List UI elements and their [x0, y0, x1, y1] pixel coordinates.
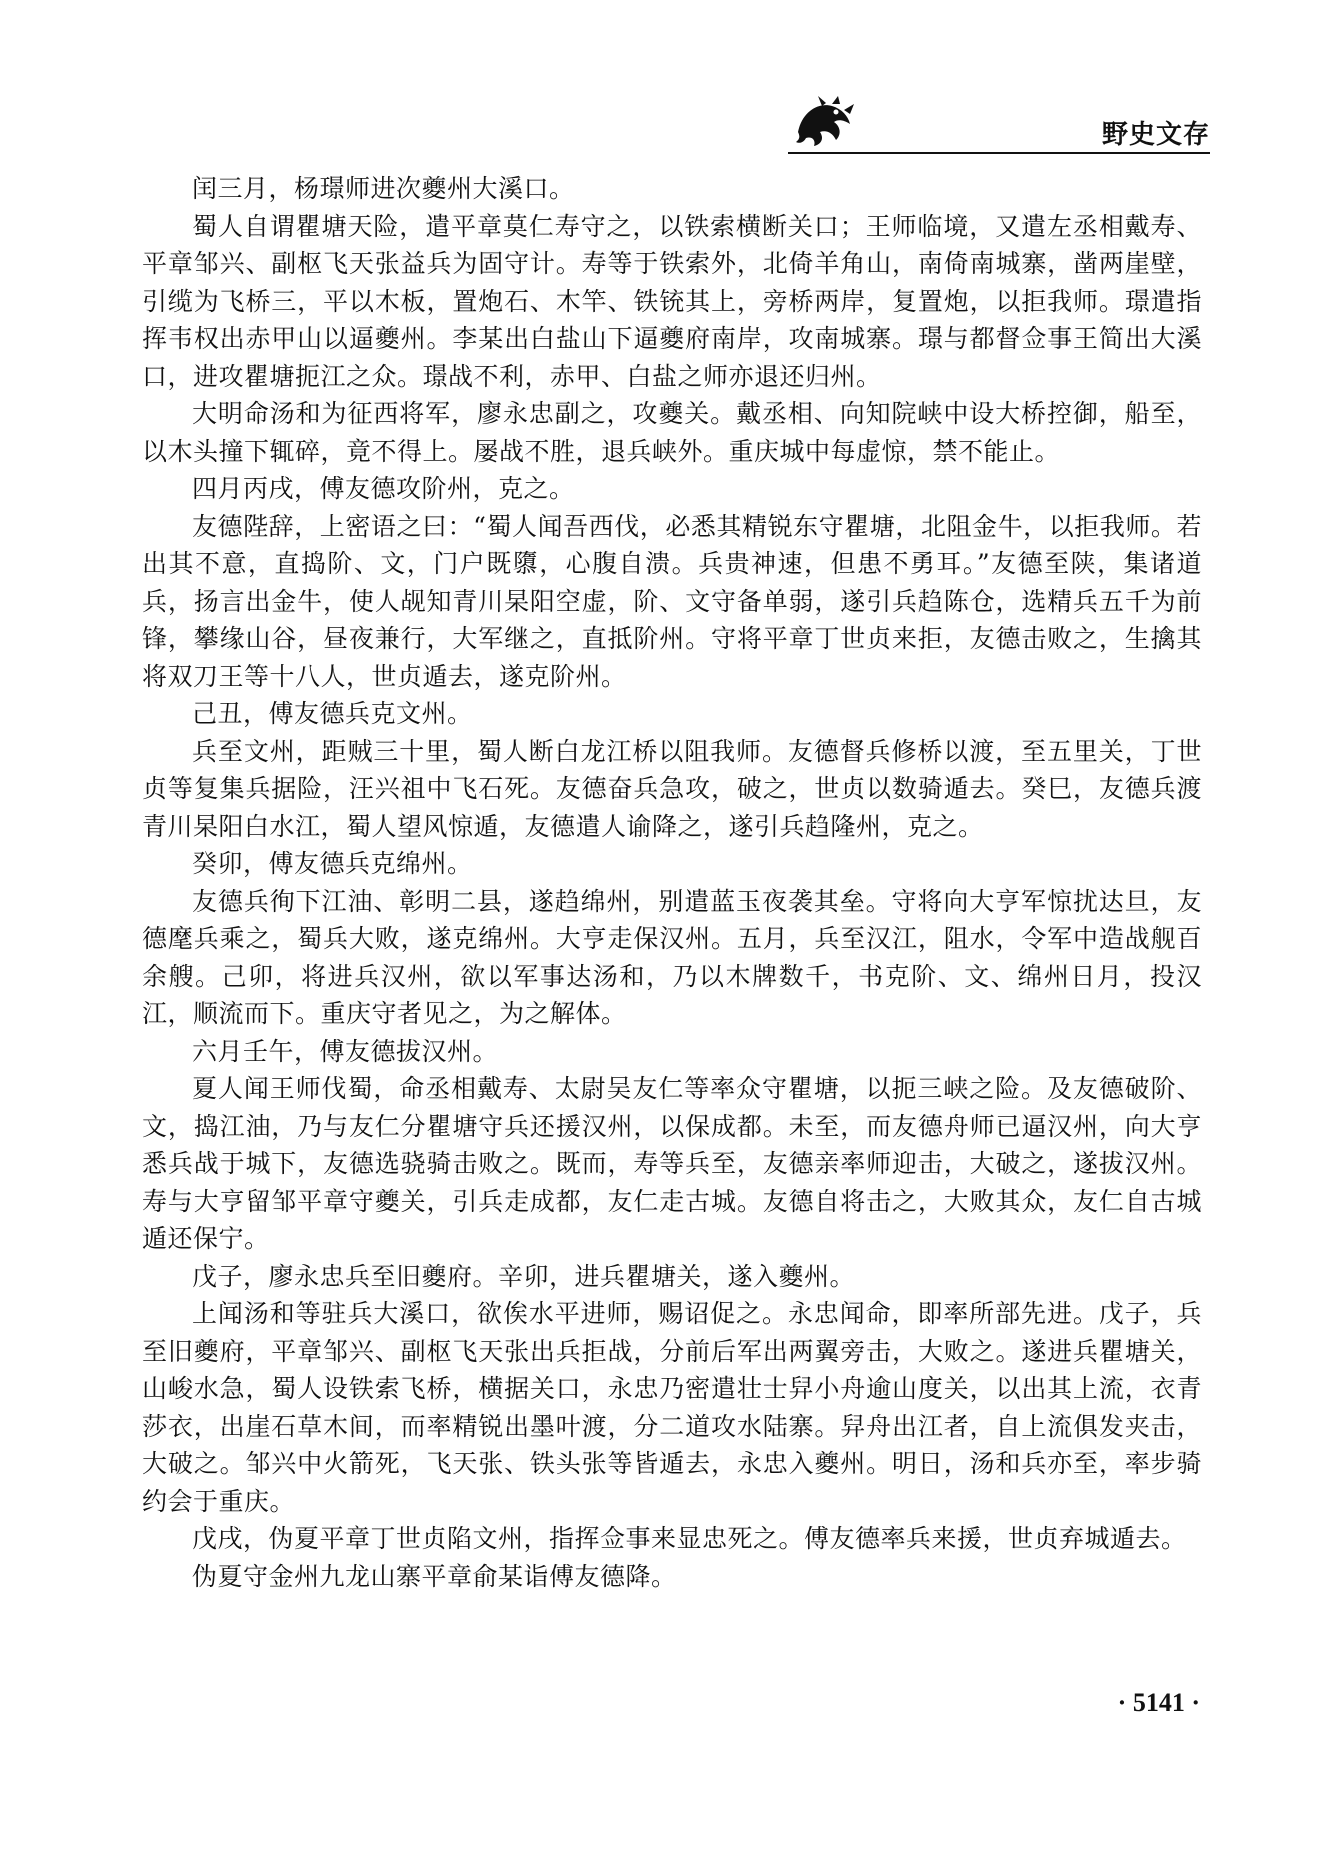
paragraph: 友德兵徇下江油、彰明二县，遂趋绵州，别遣蓝玉夜袭其垒。守将向大亨军惊扰达旦，友德麾兵乘之，蜀兵大败，遂克绵州。大亨走保汉州。五月，兵至汉江，阻水，令军中造战舰百余艘。己卯，将进兵汉州，欲以军事达汤和，乃以木牌数千，书克阶、文、绵州日月，投汉江，顺流而下。重庆守者见之，为之解体。	[142, 886, 1202, 1028]
page-number: · 5141 ·	[1117, 1688, 1200, 1717]
paragraph: 大明命汤和为征西将军，廖永忠副之，攻夔关。戴丞相、向知院峡中设大桥控御，船至，以木头撞下辄碎，竟不得上。屡战不胜，退兵峡外。重庆城中每虚惊，禁不能止。	[142, 399, 1202, 466]
header-divider	[788, 152, 1210, 154]
paragraph: 蜀人自谓瞿塘天险，遣平章莫仁寿守之，以铁索横断关口；王师临境，又遣左丞相戴寿、平章邹兴、副枢飞天张益兵为固守计。寿等于铁索外，北倚羊角山，南倚南城寨，凿两崖壁，引缆为飞桥三，平以木板，置炮石、木竿、铁铳其上，旁桥两岸，复置炮，以拒我师。璟遣指挥韦权出赤甲山以逼夔州。李某出白盐山下逼夔府南岸，攻南城寨。璟与都督佥事王简出大溪口，进攻瞿塘扼江之众。璟战不利，赤甲、白盐之师亦退还归州。	[142, 211, 1202, 391]
paragraph: 六月壬午，傅友德拔汉州。	[192, 1036, 499, 1066]
paragraph: 友德陛辞，上密语之曰：“蜀人闻吾西伐，必悉其精锐东守瞿塘，北阻金牛，以拒我师。若出其不意，直捣阶、文，门户既隳，心腹自溃。兵贵神速，但患不勇耳。”友德至陕，集诸道兵，扬言出金牛，使人觇知青川杲阳空虚，阶、文守备单弱，遂引兵趋陈仓，选精兵五千为前锋，攀缘山谷，昼夜兼行，大军继之，直抵阶州。守将平章丁世贞来拒，友德击败之，生擒其将双刀王等十八人，世贞遁去，遂克阶州。	[142, 511, 1202, 691]
paragraph: 四月丙戌，傅友德攻阶州，克之。	[192, 474, 575, 503]
paragraph: 戊戌，伪夏平章丁世贞陷文州，指挥佥事来显忠死之。傅友德率兵来援，世贞弃城遁去。	[192, 1524, 1187, 1553]
paragraph: 闰三月，杨璟师进次夔州大溪口。	[192, 174, 575, 203]
paragraph: 兵至文州，距贼三十里，蜀人断白龙江桥以阻我师。友德督兵修桥以渡，至五里关，丁世贞等复集兵据险，汪兴祖中飞石死。友德奋兵急攻，破之，世贞以数骑遁去。癸巳，友德兵渡青川杲阳白水江，蜀人望风惊遁，友德遣人谕降之，遂引兵趋隆州，克之。	[142, 736, 1202, 841]
header-title: 野史文存	[1101, 120, 1210, 150]
paragraph: 夏人闻王师伐蜀，命丞相戴寿、太尉吴友仁等率众守瞿塘，以扼三峡之险。及友德破阶、文，捣江油，乃与友仁分瞿塘守兵还援汉州，以保成都。未至，而友德舟师已逼汉州，向大亨悉兵战于城下，友德选骁骑击败之。既而，寿等兵至，友德亲率师迎击，大破之，遂拔汉州。寿与大亨留邹平章守夔关，引兵走成都，友仁走古城。友德自将击之，大败其众，友仁自古城遁还保宁。	[142, 1074, 1202, 1253]
page-header	[780, 70, 1210, 160]
dragon-icon	[792, 92, 856, 150]
paragraph: 戊子，廖永忠兵至旧夔府。辛卯，进兵瞿塘关，遂入夔州。	[192, 1261, 856, 1291]
paragraph: 伪夏守金州九龙山寨平章俞某诣傅友德降。	[192, 1561, 677, 1591]
paragraph: 己丑，傅友德兵克文州。	[192, 699, 473, 728]
paragraph: 癸卯，傅友德兵克绵州。	[192, 849, 473, 878]
body-text	[142, 170, 1202, 1595]
paragraph: 上闻汤和等驻兵大溪口，欲俟水平进师，赐诏促之。永忠闻命，即率所部先进。戊子，兵至旧夔府，平章邹兴、副枢飞天张出兵拒战，分前后军出两翼旁击，大败之。遂进兵瞿塘关，山峻水急，蜀人设铁索飞桥，横据关口，永忠乃密遣壮士舁小舟逾山度关，以出其上流，衣青莎衣，出崖石草木间，而率精锐出墨叶渡，分二道攻水陆寨。舁舟出江者，自上流俱发夹击，大破之。邹兴中火箭死，飞天张、铁头张等皆遁去，永忠入夔州。明日，汤和兵亦至，率步骑约会于重庆。	[142, 1299, 1202, 1516]
